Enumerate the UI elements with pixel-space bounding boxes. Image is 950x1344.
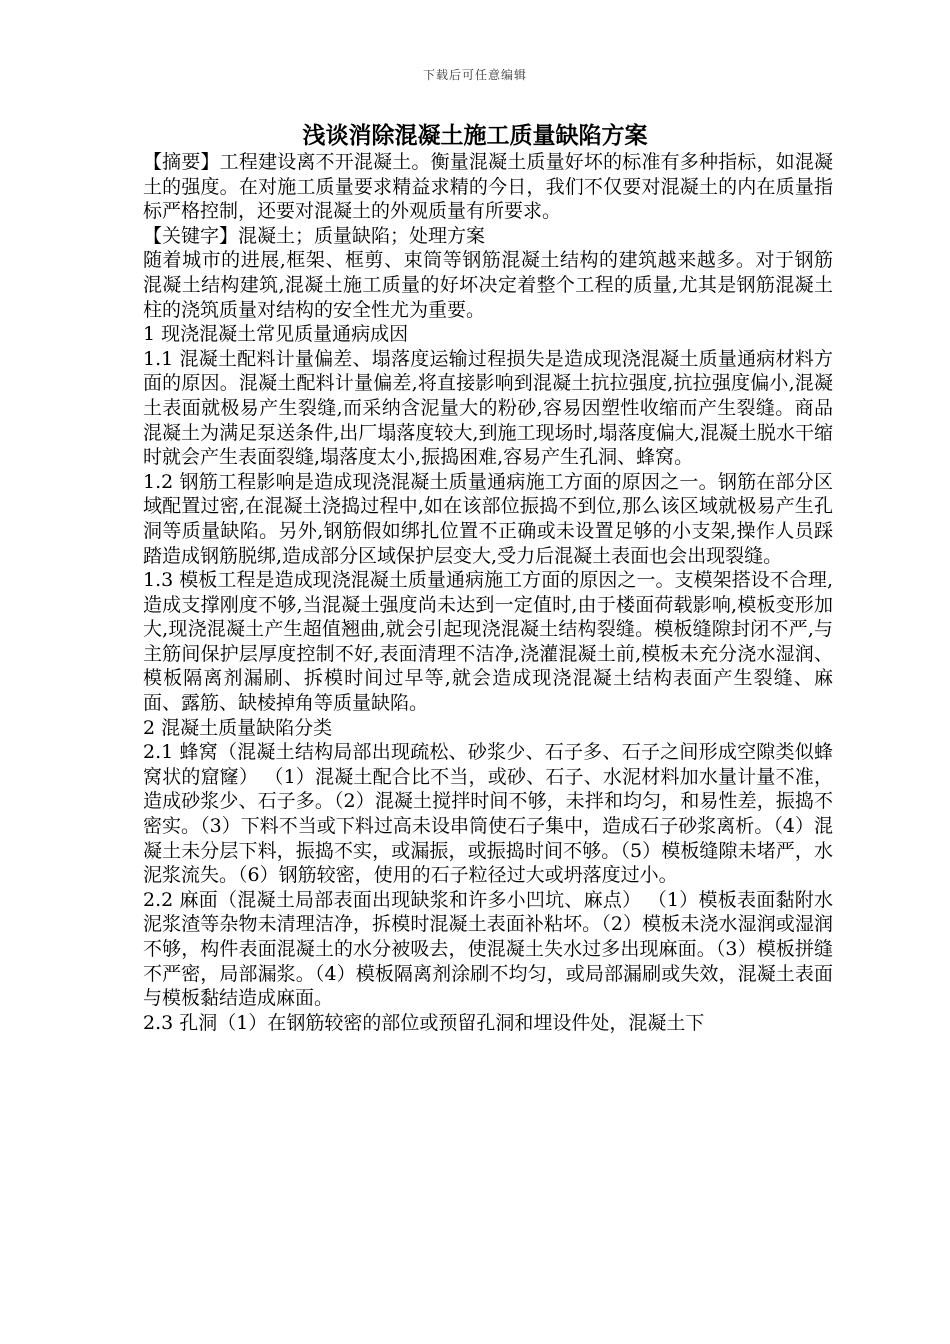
keywords-paragraph: 【关键字】混凝土；质量缺陷；处理方案 (143, 224, 486, 247)
section-1-2-paragraph: 1.2 钢筋工程影响是造成现浇混凝土质量通病施工方面的原因之一。钢筋在部分区域配置过密,在混凝土浇捣过程中,如在该部位振捣不到位,那么该区域就极易产生孔洞等质量缺陷。另外,钢筋假如绑扎位置不正确或未设置足够的小支架,操作人员踩踏造成钢筋脱绑,造成部分区域保护层变大,受力后混凝土表面也会出现裂缝。 (143, 470, 833, 567)
abstract-paragraph: 【摘要】工程建设离不开混凝土。衡量混凝土质量好坏的标准有多种指标，如混凝土的强度。在对施工质量要求精益求精的今日，我们不仅要对混凝土的内在质量指标严格控制，还要对混凝土的外观质量有所要求。 (143, 151, 833, 223)
intro-paragraph: 随着城市的进展,框架、框剪、束筒等钢筋混凝土结构的建筑越来越多。对于钢筋混凝土结构建筑,混凝土施工质量的好坏决定着整个工程的质量,尤其是钢筋混凝土柱的浇筑质量对结构的安全性尤为重要。 (143, 249, 833, 321)
section-heading-2: 2 混凝土质量缺陷分类 (143, 716, 333, 739)
document-body (143, 150, 833, 1035)
section-1-3-paragraph: 1.3 模板工程是造成现浇混凝土质量通病施工方面的原因之一。支模架搭设不合理,造成支撑刚度不够,当混凝土强度尚未达到一定值时,由于楼面荷载影响,模板变形加大,现浇混凝土产生超值翘曲,就会引起现浇混凝土结构裂缝。模板缝隙封闭不严,与主筋间保护层厚度控制不好,表面清理不洁净,浇灌混凝土前,模板未充分浇水湿润、模板隔离剂漏刷、拆模时间过早等,就会造成现浇混凝土结构表面产生裂缝、麻面、露筋、缺棱掉角等质量缺陷。 (143, 569, 833, 715)
section-2-1-paragraph: 2.1 蜂窝（混凝土结构局部出现疏松、砂浆少、石子多、石子之间形成空隙类似蜂窝状的窟窿） （1）混凝土配合比不当，或砂、石子、水泥材料加水量计量不准，造成砂浆少、石子多。（2）混凝土搅拌时间不够，未拌和均匀，和易性差，振捣不密实。（3）下料不当或下料过高未设串筒使石子集中，造成石子砂浆离析。（4）混凝土未分层下料，振捣不实，或漏振，或振捣时间不够。（5）模板缝隙未堵严，水泥浆流失。（6）钢筋较密，使用的石子粒径过大或坍落度过小。 (143, 741, 833, 887)
page-header-note: 下载后可任意编辑 (422, 68, 527, 82)
section-heading-1: 1 现浇混凝土常见质量通病成因 (143, 323, 409, 346)
section-1-1-paragraph: 1.1 混凝土配料计量偏差、塌落度运输过程损失是造成现浇混凝土质量通病材料方面的原因。混凝土配料计量偏差,将直接影响到混凝土抗拉强度,抗拉强度偏小,混凝土表面就极易产生裂缝,而采纳含泥量大的粉砂,容易因塑性收缩而产生裂缝。商品混凝土为满足泵送条件,出厂塌落度较大,到施工现场时,塌落度偏大,混凝土脱水干缩时就会产生表面裂缝,塌落度太小,振捣困难,容易产生孔洞、蜂窝。 (143, 347, 833, 469)
document-title: 浅谈消除混凝土施工质量缺陷方案 (302, 122, 648, 149)
section-2-2-paragraph: 2.2 麻面（混凝土局部表面出现缺浆和许多小凹坑、麻点） （1）模板表面黏附水泥浆渣等杂物未清理洁净，拆模时混凝土表面补粘坏。（2）模板未浇水湿润或湿润不够，构件表面混凝土的水分被吸去，使混凝土失水过多出现麻面。（3）模板拼缝不严密，局部漏浆。（4）模板隔离剂涂刷不均匀，或局部漏刷或失效，混凝土表面与模板黏结造成麻面。 (143, 888, 833, 1010)
section-2-3-paragraph: 2.3 孔洞（1）在钢筋较密的部位或预留孔洞和埋设件处，混凝土下 (143, 1011, 705, 1034)
